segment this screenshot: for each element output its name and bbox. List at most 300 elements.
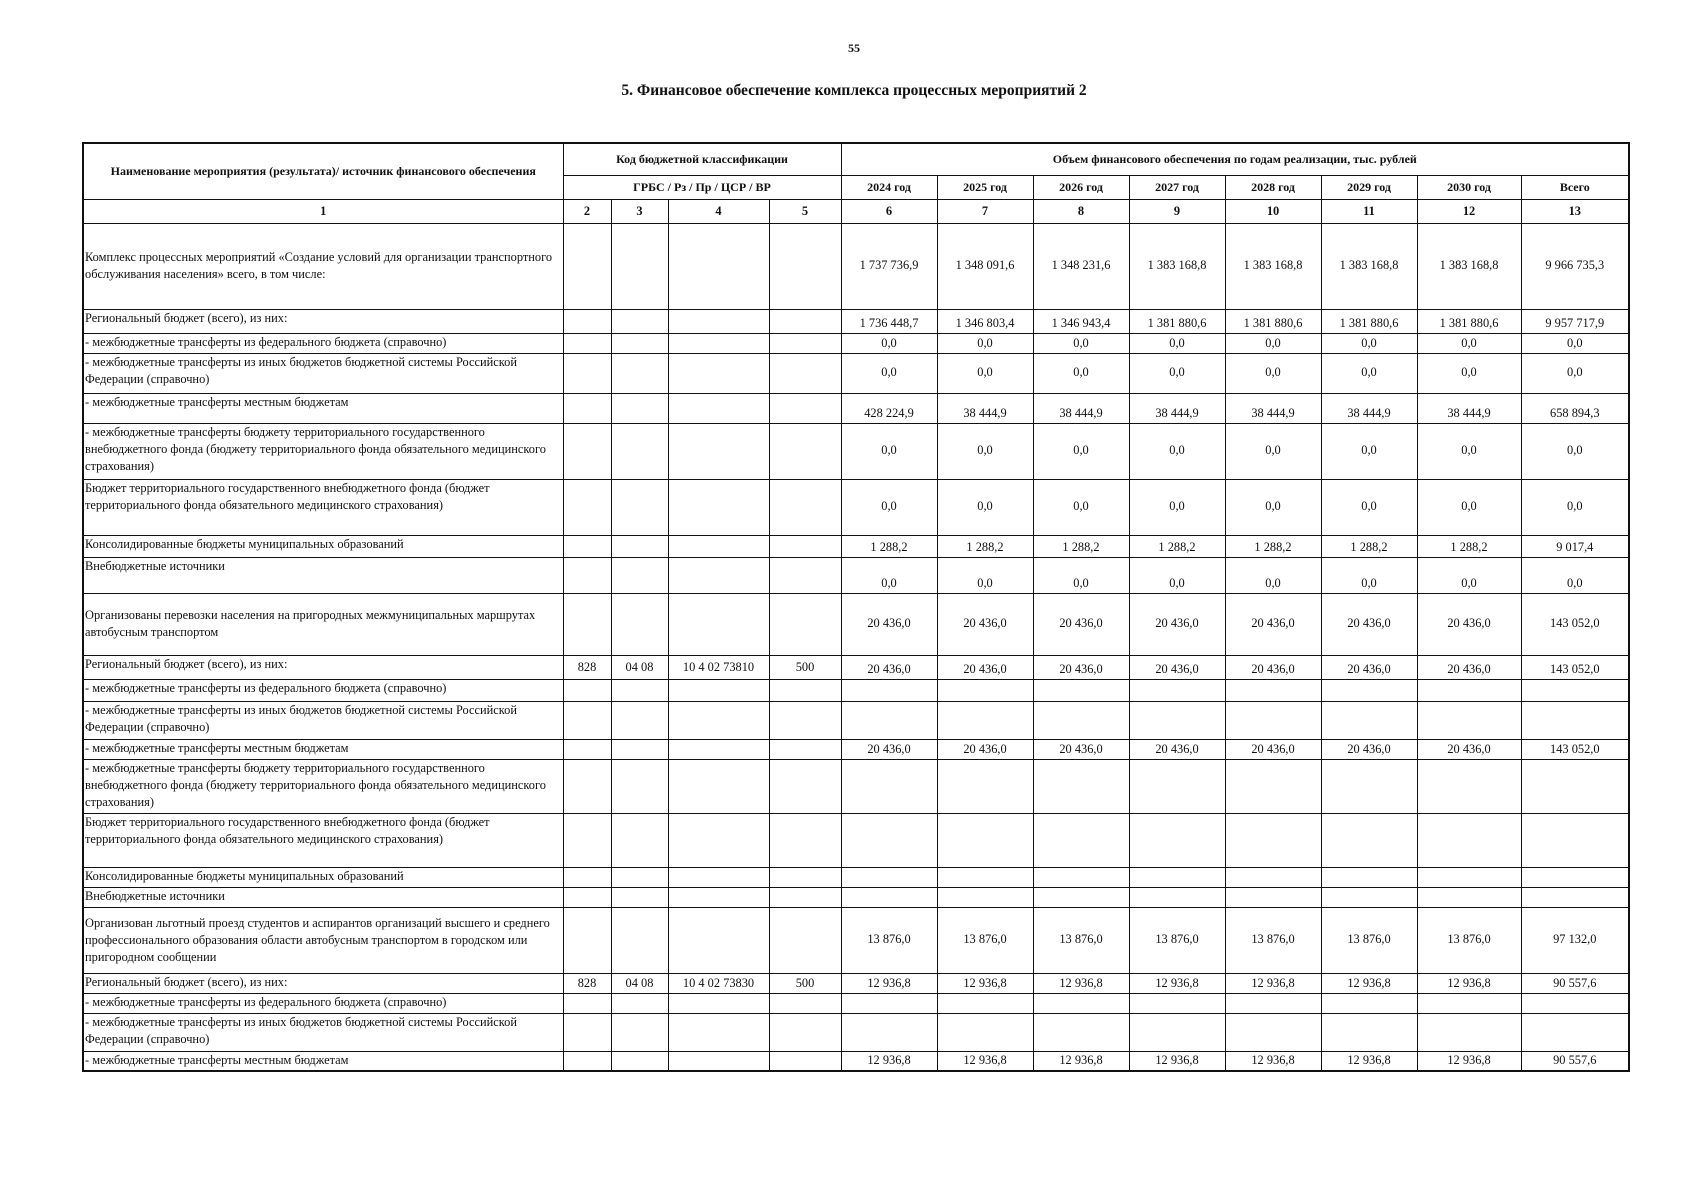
total-cell: 97 132,0 (1521, 907, 1629, 973)
year-value-cell: 1 383 168,8 (1129, 223, 1225, 309)
budget-code-cell: 828 (563, 973, 611, 993)
budget-code-cell (769, 759, 841, 813)
year-value-cell (1417, 701, 1521, 739)
budget-code-cell (769, 887, 841, 907)
header-name-column: Наименование мероприятия (результата)/ источник финансового обеспечения (83, 143, 563, 199)
total-cell: 0,0 (1521, 423, 1629, 479)
budget-code-cell (769, 333, 841, 353)
budget-code-cell (563, 993, 611, 1013)
year-value-cell: 20 436,0 (1417, 655, 1521, 679)
year-value-cell: 1 383 168,8 (1417, 223, 1521, 309)
year-value-cell: 12 936,8 (1225, 973, 1321, 993)
budget-code-cell (668, 739, 769, 759)
page-number: 55 (848, 41, 860, 55)
budget-code-cell (563, 701, 611, 739)
table-row (83, 479, 1629, 535)
year-value-cell (1417, 759, 1521, 813)
table-row (83, 593, 1629, 655)
year-value-cell: 0,0 (1417, 557, 1521, 593)
year-value-cell (1321, 993, 1417, 1013)
year-value-cell: 0,0 (1033, 423, 1129, 479)
year-value-cell: 0,0 (1129, 557, 1225, 593)
budget-code-cell: 10 4 02 73810 (668, 655, 769, 679)
year-value-cell (841, 759, 937, 813)
row-name: Комплекс процессных мероприятий «Создание условий для организации транспортного обслуживания населения» всего, в том числе: (83, 223, 563, 309)
header-year: 2030 год (1417, 175, 1521, 199)
year-value-cell (1417, 679, 1521, 701)
budget-code-cell (668, 557, 769, 593)
year-value-cell (1321, 813, 1417, 867)
year-value-cell: 0,0 (1417, 479, 1521, 535)
budget-code-cell (611, 223, 668, 309)
year-value-cell: 38 444,9 (1225, 393, 1321, 423)
table-row (83, 333, 1629, 353)
year-value-cell: 12 936,8 (1417, 1051, 1521, 1071)
year-value-cell: 20 436,0 (1321, 739, 1417, 759)
year-value-cell: 12 936,8 (1321, 1051, 1417, 1071)
table-row (83, 813, 1629, 867)
year-value-cell (1225, 813, 1321, 867)
budget-code-cell (668, 393, 769, 423)
table-row (83, 993, 1629, 1013)
year-value-cell: 13 876,0 (1129, 907, 1225, 973)
budget-code-cell (668, 479, 769, 535)
year-value-cell: 0,0 (1321, 479, 1417, 535)
budget-code-cell (563, 907, 611, 973)
year-value-cell (1417, 887, 1521, 907)
row-name: Региональный бюджет (всего), из них: (83, 309, 563, 333)
year-value-cell (937, 887, 1033, 907)
year-value-cell (1129, 887, 1225, 907)
year-value-cell (1321, 887, 1417, 907)
header-year: 2024 год (841, 175, 937, 199)
year-value-cell: 428 224,9 (841, 393, 937, 423)
year-value-cell: 0,0 (1321, 423, 1417, 479)
year-value-cell (1129, 813, 1225, 867)
year-value-cell: 1 288,2 (1129, 535, 1225, 557)
year-value-cell: 1 381 880,6 (1321, 309, 1417, 333)
row-name: - межбюджетные трансферты бюджету территориального государственного внебюджетного фонда (бюджету территориального фонда обязательного медицинского страхования) (83, 759, 563, 813)
total-cell: 90 557,6 (1521, 1051, 1629, 1071)
row-name: - межбюджетные трансферты из федерального бюджета (справочно) (83, 333, 563, 353)
year-value-cell: 1 346 943,4 (1033, 309, 1129, 333)
year-value-cell: 1 288,2 (1033, 535, 1129, 557)
row-name: - межбюджетные трансферты из иных бюджетов бюджетной системы Российской Федерации (справочно) (83, 701, 563, 739)
row-name: Организован льготный проезд студентов и аспирантов организаций высшего и среднего профессионального образования области автобусным транспортом в городском или пригородном сообщении (83, 907, 563, 973)
total-cell: 0,0 (1521, 479, 1629, 535)
year-value-cell: 12 936,8 (1225, 1051, 1321, 1071)
budget-code-cell (668, 907, 769, 973)
column-number: 10 (1225, 199, 1321, 223)
year-value-cell: 20 436,0 (937, 655, 1033, 679)
year-value-cell: 1 288,2 (937, 535, 1033, 557)
year-value-cell: 12 936,8 (1417, 973, 1521, 993)
year-value-cell: 20 436,0 (1033, 739, 1129, 759)
total-cell: 143 052,0 (1521, 593, 1629, 655)
year-value-cell: 20 436,0 (1225, 739, 1321, 759)
year-value-cell: 12 936,8 (1129, 1051, 1225, 1071)
budget-code-cell (769, 907, 841, 973)
budget-code-cell (769, 223, 841, 309)
budget-code-cell (668, 1051, 769, 1071)
row-name: Внебюджетные источники (83, 557, 563, 593)
year-value-cell: 20 436,0 (1129, 739, 1225, 759)
total-cell: 143 052,0 (1521, 739, 1629, 759)
year-value-cell: 0,0 (1129, 333, 1225, 353)
year-value-cell (937, 759, 1033, 813)
year-value-cell: 12 936,8 (937, 973, 1033, 993)
column-numbers-row (83, 199, 1629, 223)
year-value-cell (937, 679, 1033, 701)
year-value-cell: 0,0 (841, 479, 937, 535)
budget-code-cell (668, 309, 769, 333)
year-value-cell: 0,0 (1417, 423, 1521, 479)
table-row (83, 393, 1629, 423)
budget-code-cell (769, 679, 841, 701)
year-value-cell: 0,0 (1225, 353, 1321, 393)
budget-code-cell (563, 223, 611, 309)
table-row (83, 867, 1629, 887)
budget-code-cell (563, 423, 611, 479)
total-cell: 658 894,3 (1521, 393, 1629, 423)
year-value-cell: 0,0 (1033, 557, 1129, 593)
year-value-cell: 20 436,0 (1129, 593, 1225, 655)
budget-code-cell (563, 813, 611, 867)
year-value-cell: 38 444,9 (1417, 393, 1521, 423)
row-name: - межбюджетные трансферты бюджету территориального государственного внебюджетного фонда (бюджету территориального фонда обязательного медицинского страхования) (83, 423, 563, 479)
header-year: 2025 год (937, 175, 1033, 199)
year-value-cell: 1 381 880,6 (1129, 309, 1225, 333)
year-value-cell: 0,0 (1033, 353, 1129, 393)
year-value-cell (1417, 993, 1521, 1013)
year-value-cell: 0,0 (1033, 479, 1129, 535)
budget-code-cell (668, 701, 769, 739)
year-value-cell: 20 436,0 (1033, 593, 1129, 655)
budget-code-cell (769, 1051, 841, 1071)
row-name: - межбюджетные трансферты из иных бюджетов бюджетной системы Российской Федерации (справочно) (83, 1013, 563, 1051)
year-value-cell (1033, 867, 1129, 887)
year-value-cell (1225, 759, 1321, 813)
budget-code-cell (563, 309, 611, 333)
table-row (83, 223, 1629, 309)
total-cell: 0,0 (1521, 333, 1629, 353)
table-row (83, 1051, 1629, 1071)
budget-code-cell: 04 08 (611, 973, 668, 993)
total-cell (1521, 887, 1629, 907)
budget-code-cell (769, 813, 841, 867)
budget-code-cell (668, 867, 769, 887)
table-row (83, 1013, 1629, 1051)
budget-code-cell: 500 (769, 973, 841, 993)
column-number: 8 (1033, 199, 1129, 223)
year-value-cell: 13 876,0 (1417, 907, 1521, 973)
budget-code-cell (769, 479, 841, 535)
year-value-cell (937, 1013, 1033, 1051)
header-year: 2027 год (1129, 175, 1225, 199)
year-value-cell: 0,0 (841, 423, 937, 479)
budget-code-cell (611, 907, 668, 973)
row-name: Организованы перевозки населения на пригородных межмуниципальных маршрутах автобусным транспортом (83, 593, 563, 655)
budget-code-cell (611, 887, 668, 907)
year-value-cell (841, 701, 937, 739)
total-cell (1521, 993, 1629, 1013)
year-value-cell (1225, 993, 1321, 1013)
year-value-cell: 13 876,0 (937, 907, 1033, 973)
budget-code-cell (563, 353, 611, 393)
total-cell (1521, 1013, 1629, 1051)
year-value-cell: 1 736 448,7 (841, 309, 937, 333)
table-row (83, 887, 1629, 907)
column-number: 7 (937, 199, 1033, 223)
year-value-cell: 20 436,0 (1417, 739, 1521, 759)
budget-code-cell (769, 993, 841, 1013)
table-row (83, 759, 1629, 813)
year-value-cell (937, 867, 1033, 887)
budget-code-cell (611, 557, 668, 593)
budget-code-cell (611, 867, 668, 887)
year-value-cell: 0,0 (1225, 333, 1321, 353)
header-year: 2029 год (1321, 175, 1417, 199)
year-value-cell: 12 936,8 (1321, 973, 1417, 993)
year-value-cell (1321, 759, 1417, 813)
budget-code-cell (769, 701, 841, 739)
total-cell: 0,0 (1521, 557, 1629, 593)
column-number: 11 (1321, 199, 1417, 223)
year-value-cell: 12 936,8 (841, 1051, 937, 1071)
year-value-cell: 1 288,2 (841, 535, 937, 557)
budget-code-cell (769, 423, 841, 479)
year-value-cell: 0,0 (937, 479, 1033, 535)
budget-code-cell (611, 701, 668, 739)
year-value-cell: 0,0 (937, 353, 1033, 393)
year-value-cell: 20 436,0 (1225, 655, 1321, 679)
year-value-cell: 38 444,9 (937, 393, 1033, 423)
budget-code-cell: 04 08 (611, 655, 668, 679)
year-value-cell: 38 444,9 (1129, 393, 1225, 423)
year-value-cell (1033, 679, 1129, 701)
year-value-cell (1417, 813, 1521, 867)
header-year: 2028 год (1225, 175, 1321, 199)
header-code-sub: ГРБС / Рз / Пр / ЦСР / ВР (563, 175, 841, 199)
year-value-cell: 0,0 (1417, 333, 1521, 353)
budget-code-cell (769, 535, 841, 557)
total-cell: 9 017,4 (1521, 535, 1629, 557)
year-value-cell: 0,0 (1129, 423, 1225, 479)
year-value-cell (937, 701, 1033, 739)
year-value-cell: 38 444,9 (1321, 393, 1417, 423)
budget-code-cell (668, 993, 769, 1013)
year-value-cell (1033, 1013, 1129, 1051)
row-name: - межбюджетные трансферты местным бюджетам (83, 739, 563, 759)
budget-code-cell (769, 353, 841, 393)
budget-code-cell (611, 759, 668, 813)
year-value-cell: 1 288,2 (1417, 535, 1521, 557)
year-value-cell: 1 346 803,4 (937, 309, 1033, 333)
year-value-cell: 20 436,0 (1417, 593, 1521, 655)
budget-code-cell (563, 867, 611, 887)
year-value-cell: 20 436,0 (841, 593, 937, 655)
budget-code-cell (563, 535, 611, 557)
total-cell: 90 557,6 (1521, 973, 1629, 993)
year-value-cell: 1 381 880,6 (1417, 309, 1521, 333)
page-title: 5. Финансовое обеспечение комплекса процессных мероприятий 2 (621, 82, 1087, 99)
budget-code-cell (668, 423, 769, 479)
budget-code-cell (563, 1051, 611, 1071)
budget-code-cell (563, 679, 611, 701)
year-value-cell: 0,0 (841, 557, 937, 593)
year-value-cell: 1 288,2 (1225, 535, 1321, 557)
year-value-cell: 20 436,0 (841, 655, 937, 679)
year-value-cell (841, 867, 937, 887)
year-value-cell (1033, 813, 1129, 867)
row-name: Региональный бюджет (всего), из них: (83, 655, 563, 679)
year-value-cell: 13 876,0 (1225, 907, 1321, 973)
table-body (83, 223, 1629, 1071)
budget-code-cell (668, 759, 769, 813)
table-row (83, 739, 1629, 759)
budget-code-cell (668, 813, 769, 867)
year-value-cell (841, 813, 937, 867)
budget-code-cell: 500 (769, 655, 841, 679)
total-cell (1521, 813, 1629, 867)
total-cell (1521, 867, 1629, 887)
row-name: - межбюджетные трансферты из иных бюджетов бюджетной системы Российской Федерации (справочно) (83, 353, 563, 393)
budget-code-cell: 828 (563, 655, 611, 679)
table-row (83, 535, 1629, 557)
year-value-cell: 1 737 736,9 (841, 223, 937, 309)
year-value-cell: 12 936,8 (841, 973, 937, 993)
year-value-cell: 1 383 168,8 (1225, 223, 1321, 309)
year-value-cell (1129, 867, 1225, 887)
budget-code-cell (769, 593, 841, 655)
year-value-cell: 0,0 (1225, 423, 1321, 479)
budget-code-cell (668, 353, 769, 393)
column-number: 13 (1521, 199, 1629, 223)
year-value-cell (1225, 679, 1321, 701)
budget-code-cell (769, 557, 841, 593)
year-value-cell: 20 436,0 (937, 593, 1033, 655)
budget-code-cell (668, 535, 769, 557)
budget-code-cell (563, 1013, 611, 1051)
header-year: 2026 год (1033, 175, 1129, 199)
budget-code-cell (611, 679, 668, 701)
budget-code-cell (563, 333, 611, 353)
year-value-cell (841, 887, 937, 907)
budget-code-cell (563, 393, 611, 423)
year-value-cell: 12 936,8 (1033, 973, 1129, 993)
budget-code-cell (668, 593, 769, 655)
table-row (83, 973, 1629, 993)
budget-code-cell (668, 333, 769, 353)
column-number: 3 (611, 199, 668, 223)
column-number: 12 (1417, 199, 1521, 223)
budget-code-cell (611, 535, 668, 557)
row-name: Региональный бюджет (всего), из них: (83, 973, 563, 993)
budget-code-cell (611, 353, 668, 393)
year-value-cell (1417, 1013, 1521, 1051)
column-number: 5 (769, 199, 841, 223)
year-value-cell: 0,0 (1417, 353, 1521, 393)
column-number: 4 (668, 199, 769, 223)
year-value-cell (841, 993, 937, 1013)
row-name: Консолидированные бюджеты муниципальных образований (83, 867, 563, 887)
year-value-cell: 20 436,0 (1033, 655, 1129, 679)
year-value-cell (1225, 701, 1321, 739)
budget-code-cell (611, 1013, 668, 1051)
year-value-cell: 1 288,2 (1321, 535, 1417, 557)
budget-code-cell (769, 393, 841, 423)
year-value-cell: 0,0 (1129, 353, 1225, 393)
year-value-cell (1033, 887, 1129, 907)
table-row (83, 557, 1629, 593)
header-volume-group: Объем финансового обеспечения по годам реализации, тыс. рублей (841, 143, 1629, 175)
budget-code-cell (668, 887, 769, 907)
year-value-cell: 12 936,8 (1129, 973, 1225, 993)
table-row (83, 423, 1629, 479)
budget-code-cell (611, 393, 668, 423)
row-name: - межбюджетные трансферты из федерального бюджета (справочно) (83, 679, 563, 701)
budget-code-cell (611, 1051, 668, 1071)
table-row (83, 353, 1629, 393)
year-value-cell (1129, 1013, 1225, 1051)
year-value-cell (1033, 701, 1129, 739)
year-value-cell: 0,0 (1321, 333, 1417, 353)
financing-table (82, 142, 1630, 1072)
total-cell (1521, 679, 1629, 701)
year-value-cell: 12 936,8 (1033, 1051, 1129, 1071)
year-value-cell: 20 436,0 (1129, 655, 1225, 679)
year-value-cell (1129, 759, 1225, 813)
year-value-cell (1129, 993, 1225, 1013)
year-value-cell (1129, 701, 1225, 739)
year-value-cell: 0,0 (1321, 353, 1417, 393)
budget-code-cell (769, 1013, 841, 1051)
budget-code-cell (611, 333, 668, 353)
row-name: - межбюджетные трансферты из федерального бюджета (справочно) (83, 993, 563, 1013)
year-value-cell (1417, 867, 1521, 887)
year-value-cell (1321, 867, 1417, 887)
year-value-cell: 0,0 (841, 353, 937, 393)
budget-code-cell (611, 813, 668, 867)
budget-code-cell (769, 867, 841, 887)
budget-code-cell: 10 4 02 73830 (668, 973, 769, 993)
year-value-cell: 0,0 (1129, 479, 1225, 535)
year-value-cell (1225, 1013, 1321, 1051)
total-cell: 143 052,0 (1521, 655, 1629, 679)
budget-code-cell (611, 993, 668, 1013)
budget-code-cell (563, 739, 611, 759)
year-value-cell: 13 876,0 (1033, 907, 1129, 973)
total-cell (1521, 759, 1629, 813)
total-cell: 9 966 735,3 (1521, 223, 1629, 309)
row-name: - межбюджетные трансферты местным бюджетам (83, 1051, 563, 1071)
budget-code-cell (563, 759, 611, 813)
year-value-cell: 1 348 091,6 (937, 223, 1033, 309)
year-value-cell: 0,0 (841, 333, 937, 353)
year-value-cell (1225, 867, 1321, 887)
year-value-cell: 20 436,0 (1321, 593, 1417, 655)
column-number: 9 (1129, 199, 1225, 223)
header-code-group: Код бюджетной классификации (563, 143, 841, 175)
year-value-cell: 38 444,9 (1033, 393, 1129, 423)
budget-code-cell (769, 739, 841, 759)
year-value-cell (937, 993, 1033, 1013)
budget-code-cell (611, 593, 668, 655)
total-cell: 0,0 (1521, 353, 1629, 393)
year-value-cell: 0,0 (1321, 557, 1417, 593)
table-row (83, 701, 1629, 739)
year-value-cell: 0,0 (937, 423, 1033, 479)
